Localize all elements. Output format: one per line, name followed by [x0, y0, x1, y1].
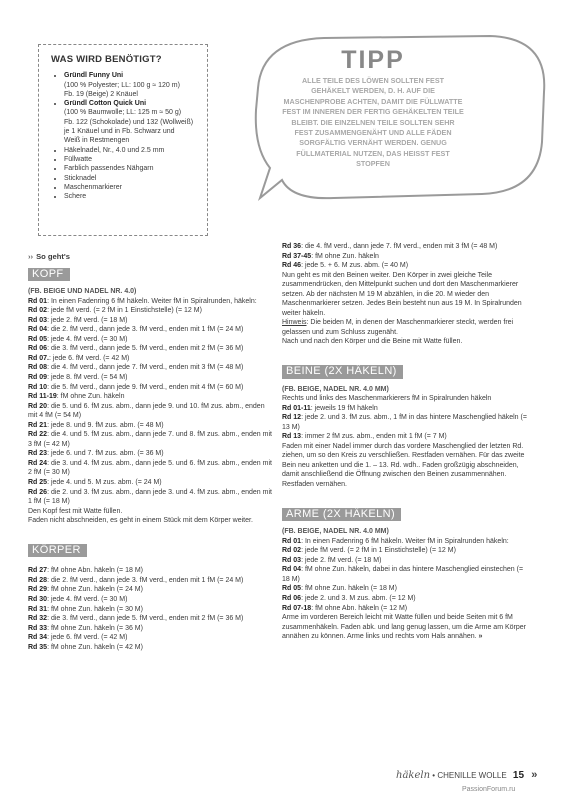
section-heading-arme: ARME (2X HÄKELN): [282, 508, 401, 522]
round-instruction: : jede 8. fM verd. (= 54 M): [47, 374, 128, 382]
round-row: [282, 242, 529, 252]
round-instruction: : die 5. fM verd., dann jede 9. fM verd., enden mit 4 fM (= 60 M): [47, 383, 244, 391]
round-instruction: : die 3. fM verd., dann jede 5. fM verd., enden mit 2 fM (= 36 M): [47, 615, 244, 623]
round-row: [28, 576, 275, 586]
round-row: [28, 316, 275, 326]
koerper-paragraph: Nun geht es mit den Beinen weiter. Den Körper in zwei gleiche Teile zusammendrücken, den Mittelpunkt suchen und dort den Maschenmarkierer setzen. Ab der nächsten M 19 M abzählen, in die 20. M wieder den Maschenmarkierer setzen. Jedes Bein besteht nun aus 19 M. In Spiralrunden weiter häkeln.: [282, 271, 522, 317]
round-instruction: : jede fM verd. (= 2 fM in 1 Einstichstelle) (= 12 M): [301, 547, 456, 555]
round-instruction: : fM ohne Zun. häkeln: [56, 393, 125, 401]
round-row: [282, 537, 529, 547]
kopf-rows: [28, 297, 275, 507]
round-instruction: : die 2. und 3. fM zus. abm., dann jede 3. und 4. fM zus. abm., enden mit 1 fM (= 18 M): [28, 488, 272, 506]
materials-item: [64, 71, 195, 99]
right-column: [282, 242, 529, 642]
so-gehts-label: ›› So geht's: [28, 252, 70, 261]
round-label: Rd 03: [282, 556, 302, 564]
round-instruction: : fM ohne Zun. häkeln (= 36 M): [47, 624, 143, 632]
round-instruction: : jede 2. und 3. M zus. abm. (= 12 M): [301, 594, 416, 602]
round-instruction: : fM ohne Zun. häkeln (= 42 M): [47, 643, 143, 651]
round-row: [28, 643, 275, 653]
round-instruction: : die 2. fM verd., dann jede 3. fM verd., enden mit 1 fM (= 24 M): [47, 576, 244, 584]
round-row: [282, 604, 529, 614]
round-instruction: : fM ohne Abn. häkeln (= 12 M): [311, 604, 408, 612]
section-heading-koerper: KÖRPER: [28, 544, 87, 558]
round-label: Rd 31: [28, 605, 48, 613]
round-instruction: : jede 4. und 5. M zus. abm. (= 24 M): [47, 479, 162, 487]
round-label: Rd 06: [282, 594, 302, 602]
round-row: [28, 478, 275, 488]
round-label: Rd 04: [28, 326, 48, 334]
round-row: [28, 430, 275, 449]
round-instruction: : jede fM verd. (= 2 fM in 1 Einstichstelle) (= 12 M): [47, 307, 202, 315]
round-label: Rd 46: [282, 262, 302, 270]
tipp-title: TIPP: [341, 46, 405, 74]
round-row: [28, 335, 275, 345]
arme-rows: [282, 537, 529, 613]
round-label: Rd 21: [28, 421, 48, 429]
beine-rows: [282, 404, 529, 442]
round-row: [28, 633, 275, 643]
round-row: [28, 344, 275, 354]
round-instruction: : fM ohne Abn. häkeln (= 18 M): [47, 567, 143, 575]
round-instruction: : jeweils 19 fM häkeln: [310, 404, 378, 412]
round-row: [28, 421, 275, 431]
materials-list: [51, 71, 195, 201]
round-label: Rd 36: [282, 243, 302, 250]
round-instruction: : jede 6. fM verd. (= 42 M): [47, 634, 128, 642]
round-label: Rd 12: [282, 414, 302, 422]
round-instruction: : jede 4. fM verd. (= 30 M): [47, 595, 128, 603]
section-heading-beine: BEINE (2X HÄKELN): [282, 365, 403, 379]
materials-item-line: • Häkelnadel, Nr., 4.0 und 2.5 mm: [64, 146, 165, 154]
beine-subheading: (FB. BEIGE, NADEL NR. 4.0 MM): [282, 385, 389, 393]
materials-item-line: • Maschenmarkierer: [64, 183, 122, 191]
round-label: Rd 09: [28, 374, 48, 382]
round-instruction: : fM ohne Zun. häkeln: [311, 252, 379, 260]
round-instruction: : jede 6. fM verd. (= 42 M): [49, 354, 130, 362]
materials-item: [64, 192, 195, 201]
round-instruction: : jede 6. und 7. fM zus. abm. (= 36 M): [47, 450, 164, 458]
round-row: [28, 449, 275, 459]
round-label: Rd 27: [28, 567, 48, 575]
round-row: [28, 459, 275, 478]
round-label: Rd 02: [28, 307, 48, 315]
round-row: [282, 404, 529, 414]
koerper-rows: [28, 566, 275, 652]
round-instruction: : jede 4. fM verd. (= 30 M): [47, 335, 128, 343]
round-row: [282, 261, 529, 271]
round-row: [282, 565, 529, 584]
round-row: [28, 325, 275, 335]
round-label: Rd 28: [28, 576, 48, 584]
round-row: [282, 556, 529, 566]
kopf-after-text-2: Faden nicht abschneiden, es geht in einem Stück mit dem Körper weiter.: [28, 517, 253, 525]
round-label: Rd 37-45: [282, 252, 312, 260]
round-row: [282, 546, 529, 556]
materials-item-line: Fb. 19 (Beige) 2 Knäuel: [64, 90, 138, 98]
round-instruction: : jede 2. fM verd. (= 18 M): [301, 556, 382, 564]
materials-item-line: • Farblich passendes Nähgarn: [64, 165, 154, 173]
round-row: [28, 488, 275, 507]
round-label: Rd 05: [282, 585, 302, 593]
round-label: Rd 33: [28, 624, 48, 632]
round-label: Rd 13: [282, 433, 302, 441]
round-instruction: : fM ohne Zun. häkeln, dabei in das hintere Maschenglied einstechen (= 18 M): [282, 566, 524, 583]
round-instruction: : fM ohne Zun. häkeln (= 18 M): [301, 585, 397, 593]
round-label: Rd 29: [28, 586, 48, 594]
footer-section: CHENILLE WOLLE: [437, 771, 507, 780]
round-row: [282, 252, 529, 262]
round-row: [282, 432, 529, 442]
round-label: Rd 22: [28, 431, 48, 439]
round-row: [282, 584, 529, 594]
materials-item: [64, 174, 195, 183]
round-instruction: : die 3. und 4. fM zus. abm., dann jede 5. und 6. fM zus. abm., enden mit 2 fM (= 30 M): [28, 459, 272, 477]
hinweis-label: Hinweis: [282, 319, 307, 327]
round-instruction: : In einen Fadenring 6 fM häkeln. Weiter fM in Spiralrunden häkeln:: [301, 537, 509, 545]
round-label: Rd 32: [28, 615, 48, 623]
round-row: [28, 354, 275, 364]
materials-item: [64, 164, 195, 173]
section-heading-kopf: KOPF: [28, 268, 70, 282]
round-instruction: : die 4. fM verd., dann jede 7. fM verd., enden mit 3 fM (= 48 M): [47, 364, 244, 372]
continue-arrow-icon: »: [478, 633, 483, 641]
round-label: Rd 30: [28, 595, 48, 603]
round-label: Rd 24: [28, 459, 48, 467]
round-row: [28, 392, 275, 402]
round-label: Rd 35: [28, 643, 48, 651]
round-row: [282, 594, 529, 604]
round-label: Rd 01: [28, 297, 48, 305]
materials-item-line: Fb. 122 (Schokolade) und 132 (Wollweiß): [64, 118, 194, 126]
tipp-text: ALLE TEILE DES LÖWEN SOLLTEN FEST GEHÄKELT WERDEN, D. H. AUF DIE MASCHENPROBE ACHTEN, DAMIT DIE FÜLLWATTE FEST IM INNEREN DER FERTIG GEHÄKELTEN TEILE BLEIBT. DIE EINZELNEN TEILE SOLLTEN SEHR FEST ZUSAMMENGENÄHT UND ALLE FÄDEN SORGFÄLTIG VERNÄHT WERDEN. GENUG FÜLLMATERIAL NUTZEN, DAS HEISST FEST STOPFEN: [282, 76, 464, 169]
round-row: [28, 373, 275, 383]
round-label: Rd 20: [28, 402, 48, 410]
round-label: Rd 01: [282, 537, 302, 545]
materials-item-line: • Sticknadel: [64, 174, 97, 182]
materials-item-line: Weiß in Restmengen: [64, 137, 130, 145]
round-label: Rd 04: [282, 566, 302, 574]
round-instruction: : die 4. fM verd., dann jede 7. fM verd., enden mit 3 fM (= 48 M): [301, 243, 498, 250]
round-row: [282, 413, 529, 432]
round-label: Rd 08: [28, 364, 48, 372]
round-label: Rd 03: [28, 316, 48, 324]
footer-brand: häkeln: [396, 770, 431, 781]
round-row: [28, 566, 275, 576]
round-instruction: : jede 2. und 3. fM zus. abm., 1 fM in das hintere Maschenglied häkeln (= 13 M): [282, 414, 527, 431]
round-instruction: : fM ohne Zun. häkeln (= 30 M): [47, 605, 143, 613]
footer-separator: •: [432, 771, 436, 780]
round-label: Rd 23: [28, 450, 48, 458]
round-row: [28, 402, 275, 421]
materials-item-line: je 1 Knäuel und in Fb. Schwarz und: [64, 128, 175, 136]
round-instruction: : jede 5. + 6. M zus. abm. (= 40 M): [301, 262, 409, 270]
round-label: Rd 34: [28, 634, 48, 642]
beine-after-text: Faden mit einer Nadel immer durch das vordere Maschenglied der letzten Rd. ziehen, um so den Kreis zu verschließen. Restfaden vernähen. Für das zweite Bein neu anketten und die 1. – 13. Rd. wdh.. Faden großzügig abschneiden, damit anschließend die Öffnung zwischen den Beinen zusammennähen. Restfaden vernähen.: [282, 442, 525, 489]
round-instruction: : In einen Fadenring 6 fM häkeln. Weiter fM in Spiralrunden, häkeln:: [47, 297, 257, 305]
materials-box: [38, 44, 208, 236]
round-instruction: : immer 2 fM zus. abm., enden mit 1 fM (= 7 M): [301, 433, 447, 441]
round-row: [28, 383, 275, 393]
watermark: PassionForum.ru: [462, 786, 516, 793]
round-row: [28, 624, 275, 634]
round-row: [28, 614, 275, 624]
round-instruction: : die 4. und 5. fM zus. abm., dann jede 7. und 8. fM zus. abm., enden mit 3 fM (= 42 M): [28, 431, 272, 448]
koerper-continued-rows: [282, 242, 529, 271]
left-column: [28, 252, 275, 652]
arme-after-text: Arme im vorderen Bereich leicht mit Watte füllen und beide Seiten mit 6 fM zusammenhäkeln. Faden abk. und lang genug lassen, um die Arme am Körper annähen zu können. Arme links und rechts vom Hals annähen. »: [282, 614, 526, 641]
round-label: Rd 02: [282, 547, 302, 555]
kopf-subheading: (FB. BEIGE UND NADEL NR. 4.0): [28, 288, 137, 296]
round-label: Rd 07.: [28, 354, 50, 362]
hinweis-paragraph: Hinweis: Die beiden M, in denen der Maschenmarkierer steckt, werden frei gelassen und zum Schluss zugenäht.: [282, 319, 514, 336]
round-label: Rd 06: [28, 345, 48, 353]
round-instruction: : jede 2. fM verd. (= 18 M): [47, 316, 128, 324]
materials-item-name: • Gründl Funny Uni: [64, 72, 124, 80]
round-label: Rd 11-19: [28, 393, 57, 401]
arme-subheading: (FB. BEIGE, NADEL NR. 4.0 MM): [282, 528, 389, 536]
next-page-arrow-icon[interactable]: »: [531, 769, 538, 781]
materials-item: [64, 146, 195, 155]
round-row: [28, 297, 275, 307]
beine-intro: Rechts und links des Maschenmarkierers fM in Spiralrunden häkeln: [282, 395, 492, 403]
materials-item: [64, 183, 195, 192]
round-row: [28, 605, 275, 615]
round-instruction: : die 5. und 6. fM zus. abm., dann jede 9. und 10. fM zus. abm., enden mit 4 fM (= 54 M): [28, 402, 265, 420]
materials-title: WAS WIRD BENÖTIGT?: [51, 54, 162, 65]
materials-item-line: • Füllwatte: [64, 155, 93, 163]
round-label: Rd 25: [28, 479, 48, 487]
round-label: Rd 01-11: [282, 404, 311, 412]
round-instruction: : fM ohne Zun. häkeln (= 24 M): [47, 586, 143, 594]
koerper-paragraph-3: Nach und nach den Körper und die Beine mit Watte füllen.: [282, 338, 463, 346]
round-label: Rd 07-18: [282, 604, 312, 612]
materials-item: [64, 155, 195, 164]
round-label: Rd 26: [28, 488, 48, 496]
double-chevron-icon: ››: [28, 252, 34, 261]
round-row: [28, 585, 275, 595]
materials-item-line: (100 % Polyester; LL: 100 g ≈ 120 m): [64, 81, 180, 89]
round-instruction: : die 3. fM verd., dann jede 5. fM verd., enden mit 2 fM (= 36 M): [47, 345, 244, 353]
page-footer: [396, 769, 537, 781]
materials-item-line: (100 % Baumwolle; LL: 125 m ≈ 50 g): [64, 109, 182, 117]
round-instruction: : die 2. fM verd., dann jede 3. fM verd., enden mit 1 fM (= 24 M): [47, 326, 244, 334]
page-number: 15: [512, 770, 525, 781]
round-row: [28, 363, 275, 373]
round-instruction: : jede 8. und 9. fM zus. abm. (= 48 M): [47, 421, 164, 429]
round-row: [28, 595, 275, 605]
round-row: [28, 306, 275, 316]
kopf-after-text: Den Kopf fest mit Watte füllen.: [28, 507, 123, 515]
round-label: Rd 10: [28, 383, 48, 391]
materials-item-line: • Schere: [64, 193, 87, 201]
materials-item-name: • Gründl Cotton Quick Uni: [64, 100, 147, 108]
round-label: Rd 05: [28, 335, 48, 343]
materials-item: [64, 99, 195, 145]
